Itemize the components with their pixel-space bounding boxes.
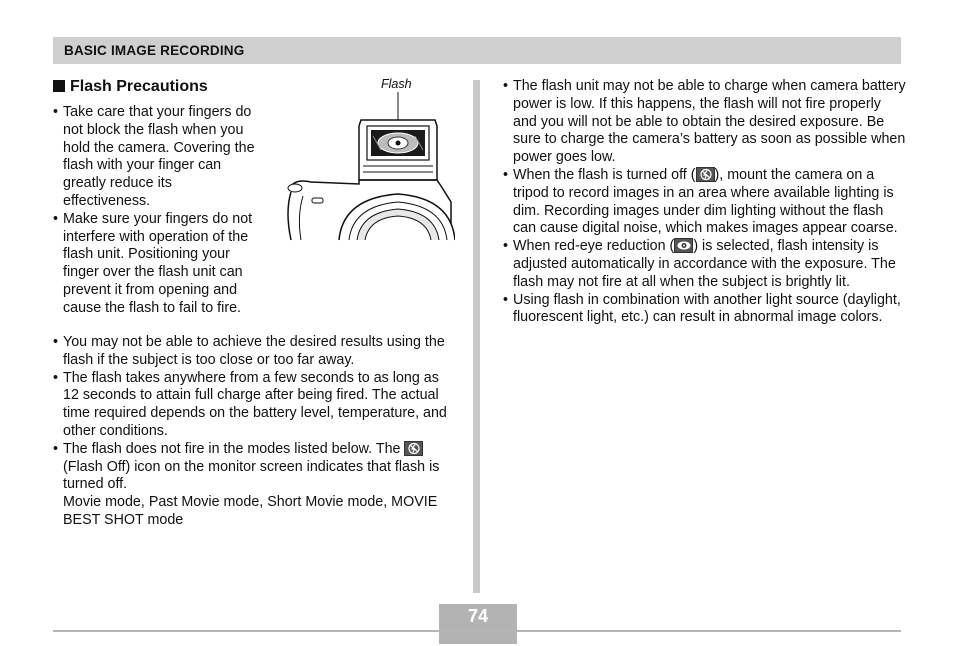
list-item: • Make sure your fingers do not interfere with operation of the flash unit. Positioning your finger over the flash unit can prevent it from opening and cause the flash to fail to fire. xyxy=(53,211,258,318)
red-eye-reduction-icon xyxy=(674,238,693,253)
left-wide-column xyxy=(53,334,458,530)
list-item: • Using flash in combination with another light source (daylight, fluorescent light, etc.) can result in abnormal image colors. xyxy=(503,292,907,328)
list-item: • Take care that your fingers do not block the flash when you hold the camera. Covering the flash with your finger can greatly reduce its effectiveness. xyxy=(53,104,258,211)
flash-off-icon xyxy=(404,441,423,456)
left-narrow-column xyxy=(53,104,258,318)
list-item-text: (Flash Off) icon on the monitor screen indicates that flash is turned off. xyxy=(63,458,440,493)
section-title xyxy=(53,78,208,96)
header-title: BASIC IMAGE RECORDING xyxy=(64,43,245,58)
list-item-text: The flash does not fire in the modes listed below. The xyxy=(63,440,405,457)
list-item: • You may not be able to achieve the desired results using the flash if the subject is too close or too far away. xyxy=(53,334,458,370)
flash-off-icon xyxy=(696,167,715,182)
flash-callout-label: Flash xyxy=(381,77,412,91)
list-item-text: When the flash is turned off ( xyxy=(513,166,696,183)
list-item: • The flash takes anywhere from a few seconds to as long as 12 seconds to attain full charge after being fired. The actual time required depends on the battery level, temperature, and other conditions. xyxy=(53,370,458,441)
list-item xyxy=(53,441,458,530)
list-item-text: When red-eye reduction ( xyxy=(513,238,675,255)
section-title-text: Flash Precautions xyxy=(70,78,208,95)
header-bar xyxy=(53,37,901,64)
list-item xyxy=(503,167,907,238)
square-bullet-icon xyxy=(53,80,65,92)
list-item xyxy=(503,238,907,291)
camera-illustration xyxy=(283,92,455,242)
column-divider xyxy=(473,80,480,593)
page-number-box xyxy=(439,604,517,644)
list-item-text: ), mount the camera on a tripod to record images in an area where available lighting is dim. Recording images under dim lighting without the flash can cause digital noise, which makes images appear coarse. xyxy=(513,166,898,237)
mode-list: Movie mode, Past Movie mode, Short Movie mode, MOVIE BEST SHOT mode xyxy=(63,494,438,528)
list-item: • The flash unit may not be able to charge when camera battery power is low. If this happens, the flash will not fire properly and you will not be able to obtain the desired exposure. Be sure to charge the camera’s battery as soon as possible when power goes low. xyxy=(503,78,907,167)
page-number: 74 xyxy=(467,606,489,626)
list-item-text: ) is selected, flash intensity is adjusted automatically in accordance with the exposure. The flash may not fire at all when the subject is brightly lit. xyxy=(513,238,896,290)
right-column xyxy=(503,78,907,327)
